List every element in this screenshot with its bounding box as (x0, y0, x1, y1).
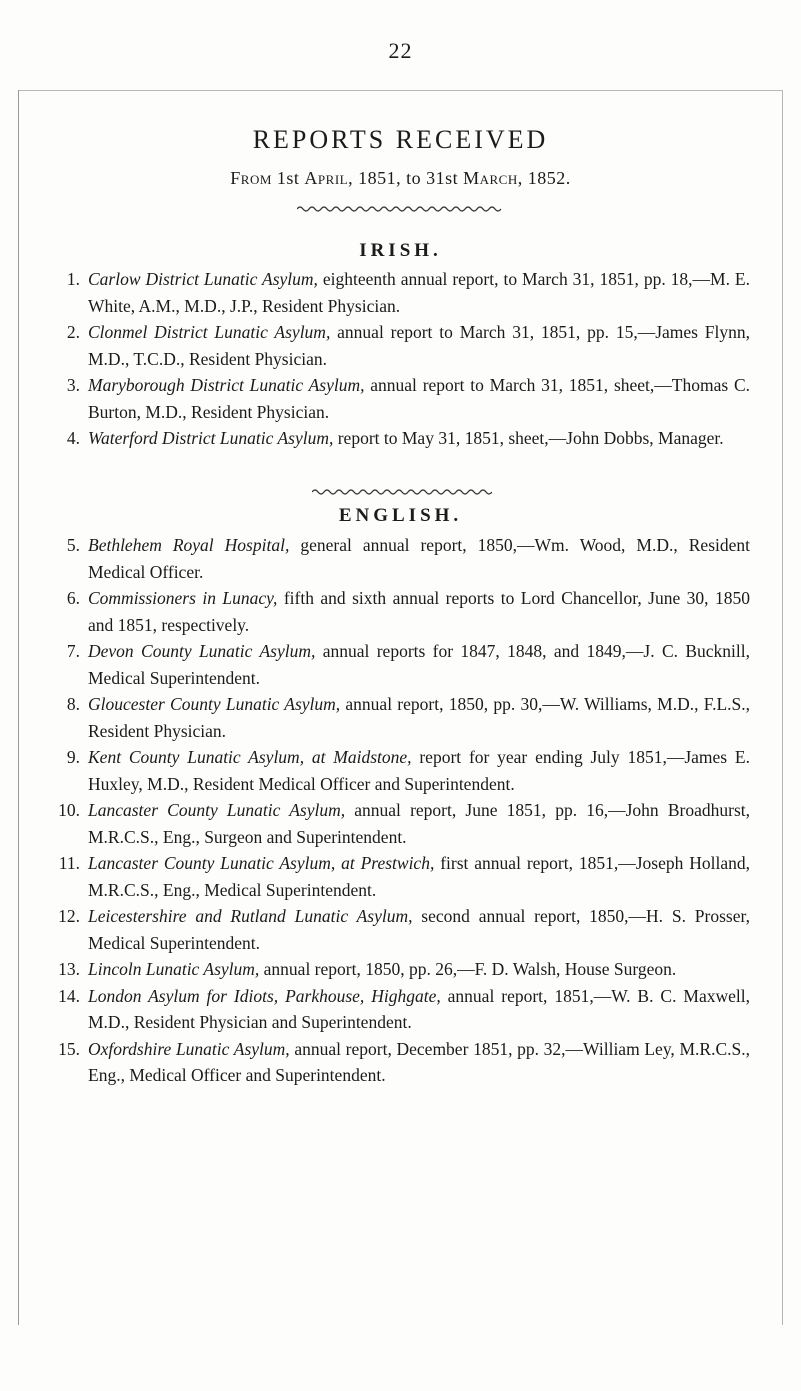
subtitle-from: From (230, 168, 272, 188)
list-item (60, 983, 750, 1036)
list-item (60, 319, 750, 372)
page-title: REPORTS RECEIVED (252, 125, 549, 154)
entry-details: first annual report, 1851,—Joseph Holland, M.R.C.S., Eng., Medical Superintendent. (88, 853, 751, 900)
entry-details: annual report, 1851,—W. B. C. Maxwell, M.D., Resident Physician and Superintendent. (88, 985, 750, 1032)
irish-entries-list (60, 266, 750, 452)
entry-number: 5. (66, 535, 80, 555)
list-item (60, 1036, 750, 1089)
section-heading-english: ENGLISH. (338, 505, 463, 526)
subtitle-april: April, (304, 168, 354, 188)
entry-number: 6. (66, 588, 80, 608)
entry-number: 2. (66, 322, 80, 342)
english-entries-list (60, 532, 750, 1089)
page-edge-top (18, 90, 783, 91)
entry-number: 1. (66, 269, 80, 289)
institution-name: Carlow District Lunatic Asylum, (88, 269, 318, 289)
list-item (60, 903, 750, 956)
list-item (60, 956, 750, 983)
entry-number: 14. (58, 985, 80, 1006)
entry-details: annual report, December 1851, pp. 32,—William Ley, M.R.C.S., Eng., Medical Officer and Superintendent. (88, 1038, 750, 1085)
list-item (60, 266, 750, 319)
entry-number: 3. (66, 375, 80, 395)
institution-name: Oxfordshire Lunatic Asylum, (88, 1038, 290, 1059)
entry-number: 4. (66, 428, 80, 448)
institution-name: London Asylum for Idiots, Parkhouse, Highgate, (88, 985, 441, 1006)
entry-number: 8. (66, 694, 80, 714)
list-item (60, 797, 750, 850)
page-edge-left (18, 90, 19, 1325)
institution-name: Kent County Lunatic Asylum, at Maidstone, (88, 747, 412, 767)
entry-number: 13. (58, 959, 80, 979)
institution-name: Commissioners in Lunacy, (88, 588, 278, 608)
institution-name: Lancaster County Lunatic Asylum, (88, 800, 346, 820)
entry-details: fifth and sixth annual reports to Lord Chancellor, June 30, 1850 and 1851, respectively. (88, 588, 750, 635)
page-number: 22 (388, 38, 413, 63)
entry-number: 7. (66, 641, 80, 661)
institution-name: Lincoln Lunatic Asylum, (88, 959, 260, 979)
entry-details: report to May 31, 1851, sheet,—John Dobbs, Manager. (333, 428, 724, 448)
list-item (60, 425, 750, 452)
wavy-rule-ornament (297, 205, 503, 213)
institution-name: Devon County Lunatic Asylum, (88, 641, 316, 661)
entry-details: annual report, June 1851, pp. 16,—John Broadhurst, M.R.C.S., Eng., Surgeon and Superintendent. (88, 800, 750, 847)
list-item (60, 585, 750, 638)
institution-name: Waterford District Lunatic Asylum, (88, 428, 334, 448)
entry-details: report for year ending July 1851,—James E. Huxley, M.D., Resident Medical Officer and Superintendent. (88, 747, 750, 794)
list-item (60, 850, 750, 903)
institution-name: Bethlehem Royal Hospital, (88, 535, 290, 555)
entry-number: 12. (58, 906, 80, 926)
entry-number: 10. (58, 800, 80, 820)
list-item (60, 532, 750, 585)
subtitle-march: March, (463, 168, 523, 188)
institution-name: Leicestershire and Rutland Lunatic Asylum, (88, 906, 413, 926)
entry-number: 15. (58, 1038, 80, 1059)
list-item (60, 691, 750, 744)
date-range-subtitle (0, 168, 801, 189)
list-item (60, 372, 750, 425)
institution-name: Gloucester County Lunatic Asylum, (88, 694, 341, 714)
institution-name: Clonmel District Lunatic Asylum, (88, 322, 331, 342)
section-heading-irish: IRISH. (359, 240, 442, 261)
entry-details: general annual report, 1850,—Wm. Wood, M.D., Resident Medical Officer. (88, 535, 750, 582)
entry-details: annual report, 1850, pp. 30,—W. Williams, M.D., F.L.S., Resident Physician. (88, 694, 750, 741)
entry-details: eighteenth annual report, to March 31, 1851, pp. 18,—M. E. White, A.M., M.D., J.P., Resident Physician. (88, 269, 750, 316)
list-item (60, 638, 750, 691)
entry-number: 9. (66, 747, 80, 767)
institution-name: Maryborough District Lunatic Asylum, (88, 375, 365, 395)
entry-details: annual reports for 1847, 1848, and 1849,—J. C. Bucknill, Medical Superintendent. (88, 641, 750, 688)
list-item (60, 744, 750, 797)
entry-details: annual report, 1850, pp. 26,—F. D. Walsh, House Surgeon. (259, 959, 677, 979)
subtitle-end: 1852. (527, 168, 571, 188)
entry-details: annual report to March 31, 1851, sheet,—Thomas C. Burton, M.D., Resident Physician. (88, 375, 751, 422)
subtitle-start: 1st (276, 168, 300, 188)
page-edge-right (782, 90, 783, 1325)
institution-name: Lancaster County Lunatic Asylum, at Prestwich, (88, 853, 435, 873)
entry-details: second annual report, 1850,—H. S. Prosser, Medical Superintendent. (88, 906, 750, 953)
subtitle-mid: 1851, to 31st (358, 168, 459, 188)
entry-number: 11. (58, 853, 80, 873)
entry-details: annual report to March 31, 1851, pp. 15,—James Flynn, M.D., T.C.D., Resident Physician. (88, 322, 751, 369)
wavy-rule-ornament (312, 488, 492, 496)
